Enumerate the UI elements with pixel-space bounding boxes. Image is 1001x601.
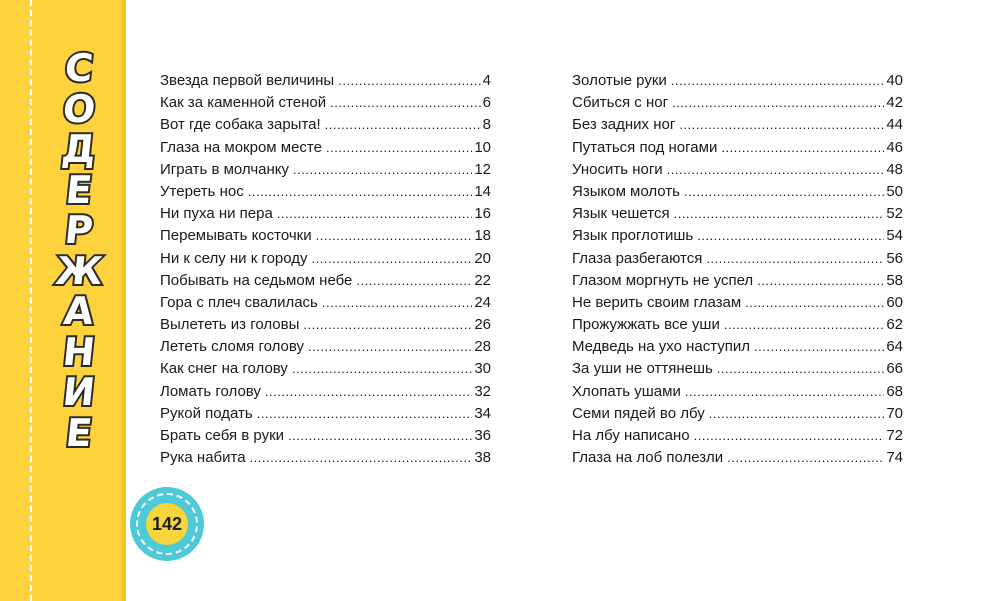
toc-entry: [572, 360, 903, 382]
toc-entry-page: 6: [482, 94, 491, 112]
title-letter: Е: [63, 410, 95, 455]
toc-entry: [160, 360, 491, 382]
toc-entry: [572, 383, 903, 405]
toc-entry-title: Вылететь из головы: [160, 316, 300, 334]
toc-entry-page: 22: [474, 271, 491, 289]
toc-entry-page: 48: [886, 160, 903, 178]
toc-entry: [572, 338, 903, 360]
toc-dot-leader: [330, 95, 481, 110]
toc-entry-title: Глаза разбегаются: [572, 249, 703, 267]
toc-dot-leader: [745, 295, 884, 310]
title-letter: Д: [59, 127, 99, 171]
toc-entry-title: Глаза на мокром месте: [160, 138, 322, 156]
toc-entry-page: 12: [474, 160, 491, 178]
toc-entry: [572, 205, 903, 227]
toc-entry: [572, 250, 903, 272]
toc-entry-page: 44: [886, 116, 903, 134]
toc-entry: [160, 316, 491, 338]
toc-entry-title: Глазом моргнуть не успел: [572, 271, 754, 289]
toc-entry-title: Сбиться с ног: [572, 94, 669, 112]
toc-entry-page: 58: [886, 271, 903, 289]
toc-entry-page: 50: [886, 182, 903, 200]
toc-dot-leader: [724, 317, 884, 332]
title-letter: Н: [60, 329, 98, 374]
toc-entry-page: 66: [886, 360, 903, 378]
toc-dot-leader: [277, 206, 472, 221]
toc-entry-page: 42: [886, 94, 903, 112]
side-band: [0, 0, 126, 601]
toc-dot-leader: [325, 117, 481, 132]
toc-entry-title: Играть в молчанку: [160, 160, 290, 178]
toc-entry-title: Как за каменной стеной: [160, 94, 327, 112]
toc-entry-title: Уносить ноги: [572, 160, 663, 178]
toc-entry: [160, 449, 491, 471]
toc-dot-leader: [292, 361, 472, 376]
stitch-line: [30, 0, 32, 601]
toc-dot-leader: [257, 406, 473, 421]
toc-entry-page: 62: [886, 316, 903, 334]
toc-entry: [572, 294, 903, 316]
toc-dot-leader: [672, 95, 884, 110]
toc-entry-page: 40: [886, 72, 903, 89]
toc-dot-leader: [721, 140, 884, 155]
toc-entry-title: Лететь сломя голову: [160, 338, 305, 356]
toc-entry-title: Звезда первой величины: [160, 72, 335, 89]
toc-entry-page: 28: [474, 338, 491, 356]
toc-entry-title: Хлопать ушами: [572, 382, 681, 400]
toc-entry-title: Рука набита: [160, 449, 246, 467]
toc-entry-title: На лбу написано: [572, 427, 690, 444]
toc-dot-leader: [338, 73, 480, 88]
toc-entry-page: 30: [474, 360, 491, 378]
toc-entry-title: Гора с плеч свалилась: [160, 293, 318, 311]
toc-entry: [160, 294, 491, 316]
toc-entry-title: Перемывать косточки: [160, 227, 312, 245]
title-letter: Е: [63, 167, 95, 212]
toc-entry: [160, 427, 491, 449]
toc-dot-leader: [326, 140, 472, 155]
toc-entry-page: 24: [474, 293, 491, 311]
toc-entry-title: Семи пядей во лбу: [572, 404, 705, 422]
title-letter: С: [62, 46, 96, 90]
toc-entry-title: Медведь на ухо наступил: [572, 338, 751, 356]
toc-dot-leader: [316, 228, 473, 243]
toc-entry-page: 16: [474, 205, 491, 223]
toc-dot-leader: [717, 361, 885, 376]
toc-entry-title: Без задних ног: [572, 116, 676, 134]
toc-dot-leader: [694, 428, 885, 443]
toc-entry: [160, 205, 491, 227]
toc-entry: [572, 405, 903, 427]
toc-entry-page: 10: [474, 138, 491, 156]
toc-entry-page: 4: [482, 72, 491, 89]
toc-dot-leader: [293, 162, 472, 177]
toc-entry: [160, 139, 491, 161]
toc-dot-leader: [757, 273, 884, 288]
toc-entry: [572, 316, 903, 338]
toc-entry: [572, 227, 903, 249]
page-number: 142: [146, 503, 188, 545]
toc-dot-leader: [265, 384, 472, 399]
toc-entry-title: Вот где собака зарыта!: [160, 116, 321, 134]
toc-entry-title: Язык чешется: [572, 205, 670, 223]
toc-entry: [160, 161, 491, 183]
toc-entry-title: За уши не оттянешь: [572, 360, 713, 378]
toc-entry-title: Рукой подать: [160, 404, 253, 422]
toc-dot-leader: [308, 339, 472, 354]
toc-entry: [572, 139, 903, 161]
toc-entry: [572, 161, 903, 183]
toc-entry-title: Побывать на седьмом небе: [160, 271, 353, 289]
toc-entry-title: Языком молоть: [572, 182, 680, 200]
toc-entry: [572, 427, 903, 449]
toc-entry-page: 36: [474, 427, 491, 444]
toc-entry: [160, 72, 491, 94]
toc-entry-title: Не верить своим глазам: [572, 293, 742, 311]
toc-dot-leader: [288, 428, 472, 443]
toc-dot-leader: [674, 206, 885, 221]
title-letter: Ж: [53, 248, 105, 293]
toc-entry: [572, 183, 903, 205]
toc-entry-title: Как снег на голову: [160, 360, 288, 378]
toc-dot-leader: [667, 162, 885, 177]
toc-entry: [160, 383, 491, 405]
toc-entry: [572, 72, 903, 94]
toc-dot-leader: [685, 384, 884, 399]
toc-entry: [160, 227, 491, 249]
toc-entry-title: Ни пуха ни пера: [160, 205, 273, 223]
toc-entry-page: 68: [886, 382, 903, 400]
toc-entry-page: 52: [886, 205, 903, 223]
toc-entry-title: Язык проглотишь: [572, 227, 694, 245]
toc-entry: [572, 116, 903, 138]
toc-entry: [160, 116, 491, 138]
toc-dot-leader: [356, 273, 472, 288]
toc-entry-page: 74: [886, 449, 903, 467]
toc-entry-page: 56: [886, 249, 903, 267]
toc-dot-leader: [727, 450, 884, 465]
toc-entry: [160, 94, 491, 116]
toc-dot-leader: [754, 339, 884, 354]
toc-dot-leader: [303, 317, 472, 332]
toc-entry: [572, 94, 903, 116]
toc-dot-leader: [684, 184, 884, 199]
toc-entry-page: 18: [474, 227, 491, 245]
title-letter: И: [60, 370, 98, 414]
toc-column-right: [572, 72, 903, 471]
toc-dot-leader: [322, 295, 472, 310]
toc-entry-page: 38: [474, 449, 491, 467]
title-letter: О: [60, 86, 98, 131]
toc-entry-page: 20: [474, 249, 491, 267]
toc-entry-page: 46: [886, 138, 903, 156]
toc-entry: [160, 183, 491, 205]
toc-entry-page: 8: [482, 116, 491, 134]
contents-title: [44, 48, 114, 453]
title-letter: Р: [62, 208, 96, 252]
toc-entry-page: 32: [474, 382, 491, 400]
toc-dot-leader: [697, 228, 884, 243]
toc-entry: [160, 250, 491, 272]
toc-entry-title: Золотые руки: [572, 72, 667, 89]
toc-entry-page: 54: [886, 227, 903, 245]
toc-column-left: [160, 72, 491, 471]
toc-entry-title: Ломать голову: [160, 382, 261, 400]
title-letter: А: [61, 289, 97, 333]
toc-dot-leader: [709, 406, 885, 421]
toc-entry: [572, 449, 903, 471]
toc-entry-page: 72: [886, 427, 903, 444]
toc-dot-leader: [679, 117, 884, 132]
toc-dot-leader: [671, 73, 885, 88]
band-edge: [122, 0, 126, 601]
toc-entry: [572, 272, 903, 294]
toc-entry: [160, 272, 491, 294]
toc-entry-title: Прожужжать все уши: [572, 316, 720, 334]
toc-entry: [160, 405, 491, 427]
toc-dot-leader: [248, 184, 473, 199]
toc-entry-title: Путаться под ногами: [572, 138, 718, 156]
toc-dot-leader: [250, 450, 473, 465]
toc-entry-page: 70: [886, 404, 903, 422]
toc-entry-page: 14: [474, 182, 491, 200]
toc-dot-leader: [312, 251, 473, 266]
page-number-badge: [130, 487, 204, 561]
toc-entry-title: Утереть нос: [160, 182, 244, 200]
toc-dot-leader: [706, 251, 884, 266]
toc-entry-page: 26: [474, 316, 491, 334]
toc-entry: [160, 338, 491, 360]
toc-entry-page: 34: [474, 404, 491, 422]
toc-entry-title: Ни к селу ни к городу: [160, 249, 308, 267]
toc-entry-page: 60: [886, 293, 903, 311]
toc-entry-title: Глаза на лоб полезли: [572, 449, 724, 467]
toc-entry-page: 64: [886, 338, 903, 356]
toc-entry-title: Брать себя в руки: [160, 427, 285, 444]
